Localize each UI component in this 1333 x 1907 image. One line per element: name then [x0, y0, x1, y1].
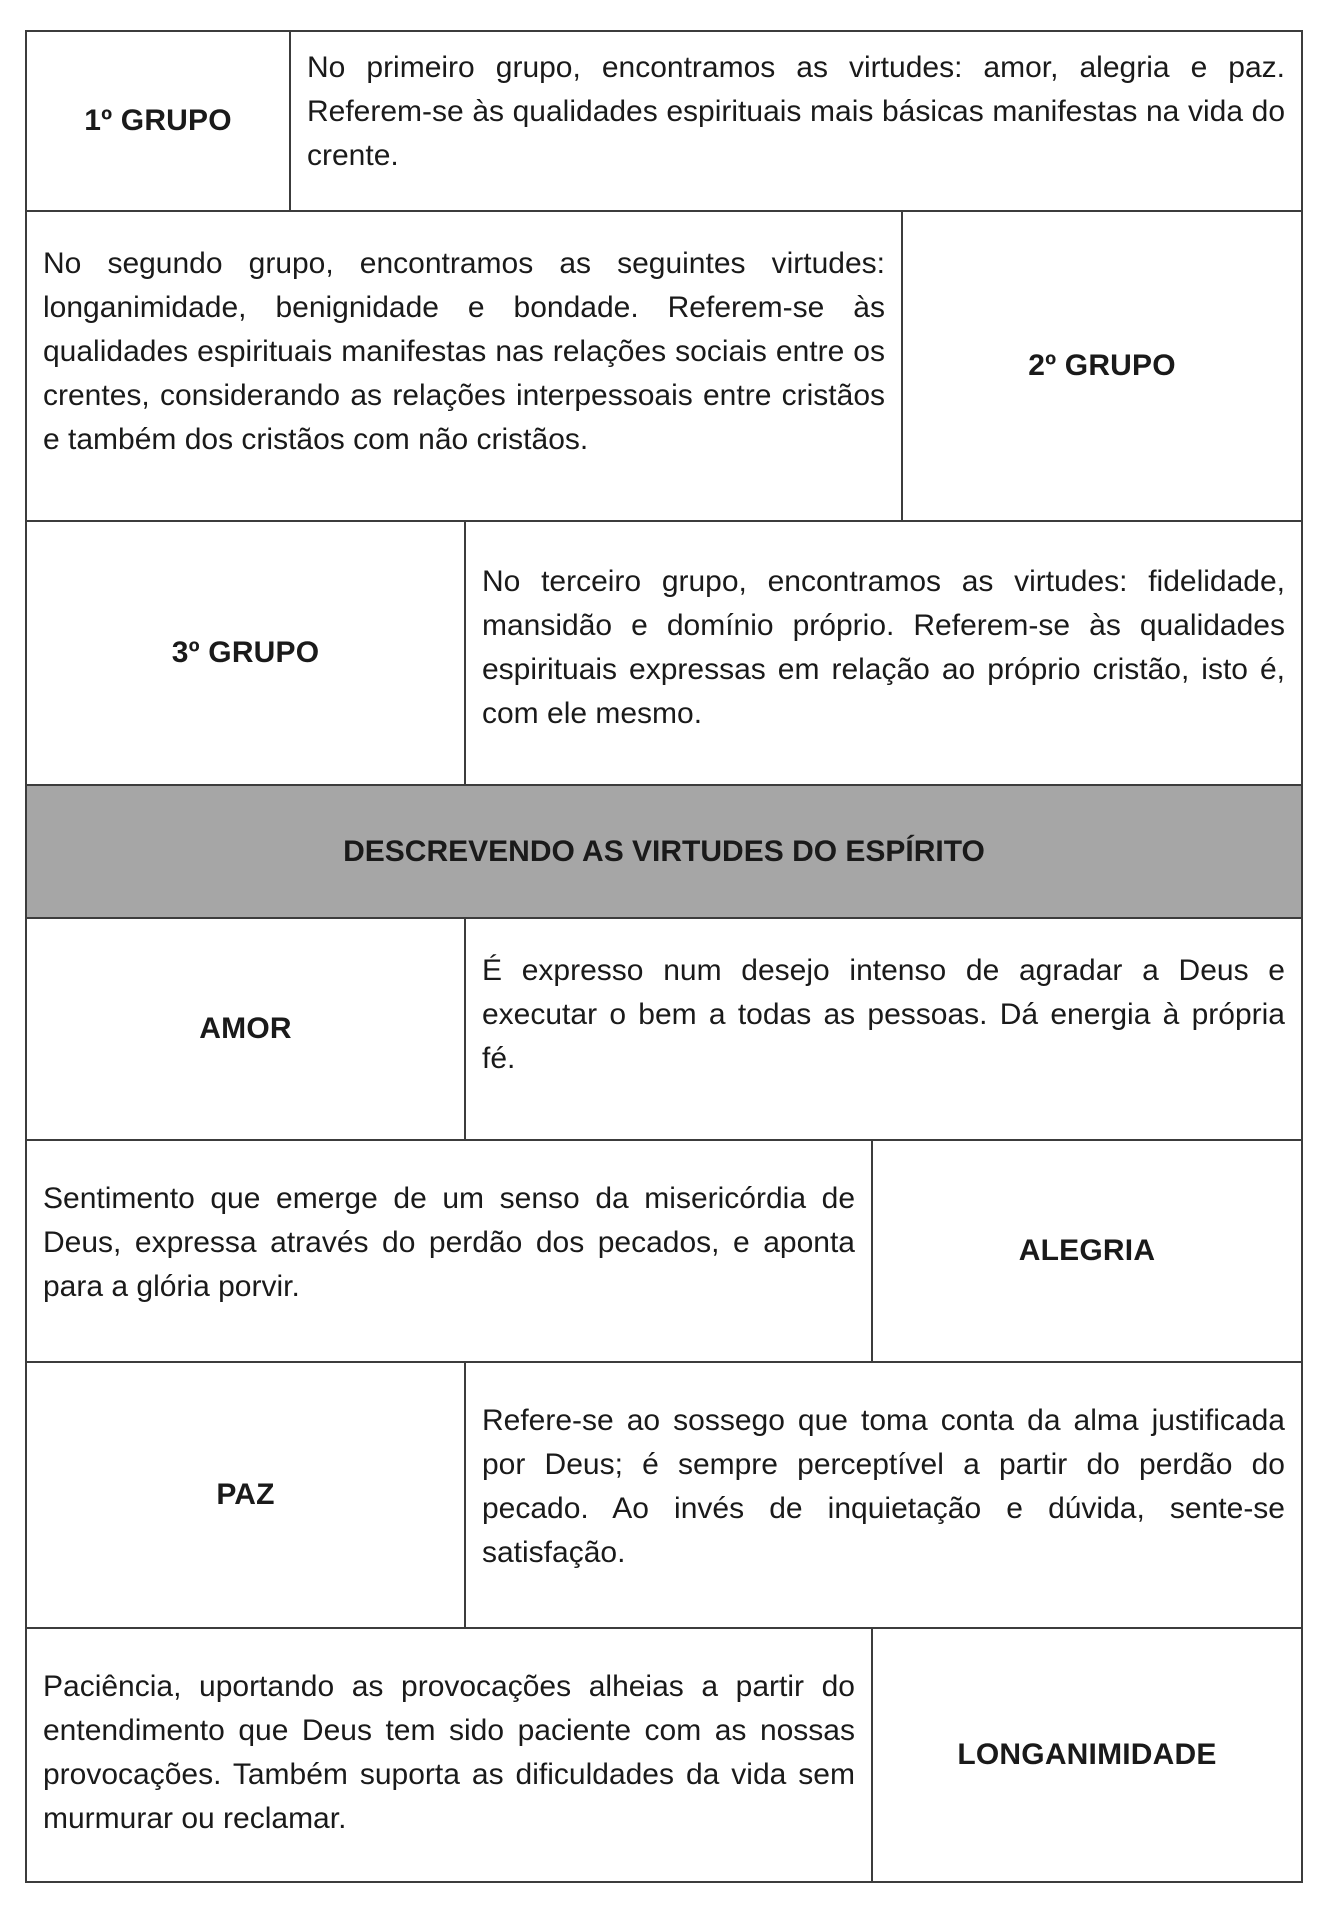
longanimidade-text: Paciência, uportando as provocações alheias a partir do entendimento que Deus tem sido paciente com as nossas provocações. Também suporta as dificuldades da vida sem murmurar ou reclamar. — [43, 1670, 855, 1835]
amor-text: É expresso num desejo intenso de agradar a Deus e executar o bem a todas as pessoas. Dá energia à própria fé. — [482, 954, 1285, 1075]
row-alegria — [27, 1141, 1301, 1363]
amor-label: AMOR — [27, 919, 466, 1139]
grupo-2-text: No segundo grupo, encontramos as seguintes virtudes: longanimidade, benignidade e bondade. Referem-se às qualidades espirituais manifestas nas relações sociais entre os crentes, considerando as relações interpessoais entre cristãos e também dos cristãos com não cristãos. — [43, 247, 885, 456]
row-grupo-2 — [27, 212, 1301, 522]
virtues-table — [25, 30, 1303, 1883]
grupo-1-text: No primeiro grupo, encontramos as virtudes: amor, alegria e paz. Referem-se às qualidades espirituais mais básicas manifestas na vida do crente. — [307, 51, 1285, 172]
section-header — [27, 786, 1301, 919]
alegria-text: Sentimento que emerge de um senso da misericórdia de Deus, expressa através do perdão dos pecados, e aponta para a glória porvir. — [43, 1182, 855, 1303]
paz-text: Refere-se ao sossego que toma conta da alma justificada por Deus; é sempre perceptível a partir do perdão do pecado. Ao invés de inquietação e dúvida, sente-se satisfação. — [482, 1404, 1285, 1569]
row-grupo-1 — [27, 32, 1301, 212]
grupo-1-label: 1º GRUPO — [27, 32, 291, 210]
grupo-2-label: 2º GRUPO — [901, 212, 1301, 520]
row-longanimidade — [27, 1629, 1301, 1881]
row-paz — [27, 1363, 1301, 1629]
row-amor — [27, 919, 1301, 1141]
paz-label: PAZ — [27, 1363, 466, 1627]
section-header-title: DESCREVENDO AS VIRTUDES DO ESPÍRITO — [343, 834, 985, 868]
grupo-3-text: No terceiro grupo, encontramos as virtudes: fidelidade, mansidão e domínio próprio. Referem-se às qualidades espirituais expressas em relação ao próprio cristão, isto é, com ele mesmo. — [482, 565, 1285, 730]
row-grupo-3 — [27, 522, 1301, 786]
alegria-label: ALEGRIA — [871, 1141, 1301, 1361]
longanimidade-label: LONGANIMIDADE — [871, 1629, 1301, 1881]
grupo-3-label: 3º GRUPO — [27, 522, 466, 784]
